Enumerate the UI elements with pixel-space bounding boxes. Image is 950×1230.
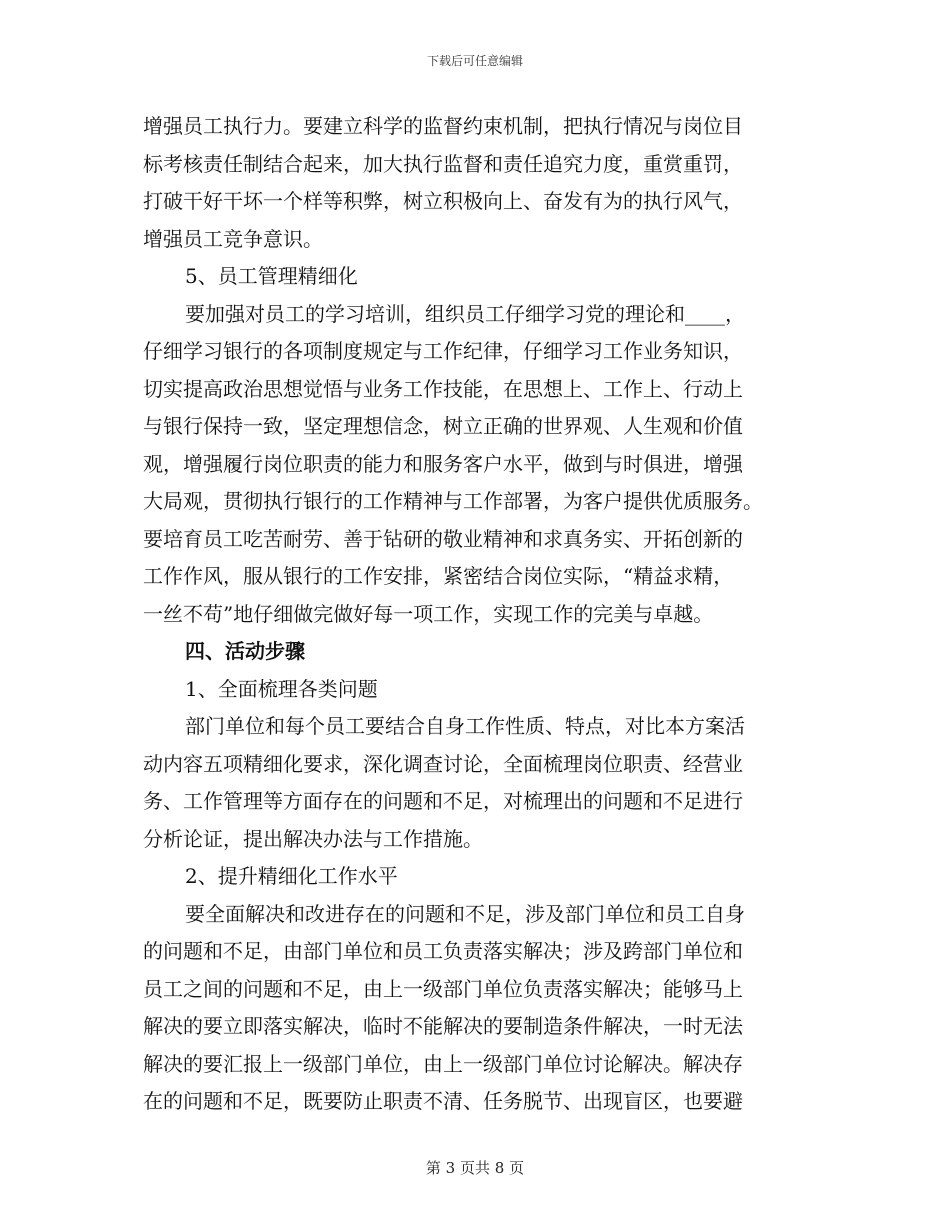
- text-line: 增强员工竞争意识。: [143, 226, 323, 251]
- text-line: 的问题和不足，由部门单位和员工负责落实解决；涉及跨部门单位和: [143, 939, 743, 963]
- text-line: 分析论证，提出解决办法与工作措施。: [143, 826, 483, 851]
- text-line: 仔细学习银行的各项制度规定与工作纪律，仔细学习工作业务知识，: [143, 339, 743, 363]
- page-header: 下载后可任意编辑: [426, 54, 523, 68]
- text-line: 5、员工管理精细化: [185, 264, 358, 288]
- section-heading: 四、活动步骤: [185, 639, 305, 663]
- text-line: 要培育员工吃苦耐劳、善于钻研的敬业精神和求真务实、开拓创新的: [143, 526, 743, 551]
- text-line: 打破干好干坏一个样等积弊，树立积极向上、奋发有为的执行风气，: [143, 189, 743, 213]
- text-line: 切实提高政治思想觉悟与业务工作技能，在思想上、工作上、行动上: [143, 376, 743, 401]
- text-line: 增强员工执行力。要建立科学的监督约束机制，把执行情况与岗位目: [143, 114, 743, 138]
- text-line: 2、提升精细化工作水平: [185, 864, 398, 888]
- text-line: 与银行保持一致，坚定理想信念，树立正确的世界观、人生观和价值: [143, 414, 743, 438]
- text-line: 动内容五项精细化要求，深化调查讨论，全面梳理岗位职责、经营业: [143, 751, 743, 776]
- text-line: 要加强对员工的学习培训，组织员工仔细学习党的理论和____，: [185, 301, 745, 326]
- text-line: 要全面解决和改进存在的问题和不足，涉及部门单位和员工自身: [185, 901, 745, 926]
- text-line: 在的问题和不足，既要防止职责不清、任务脱节、出现盲区，也要避: [143, 1089, 743, 1113]
- text-line: 观，增强履行岗位职责的能力和服务客户水平，做到与时俱进，增强: [143, 451, 743, 476]
- text-line: 部门单位和每个员工要结合自身工作性质、特点，对比本方案活: [185, 714, 745, 738]
- text-line: 1、全面梳理各类问题: [185, 676, 378, 701]
- body-text: [143, 108, 807, 1121]
- text-line: 一丝不苟”地仔细做完做好每一项工作，实现工作的完美与卓越。: [143, 601, 714, 626]
- text-line: 大局观，贯彻执行银行的工作精神与工作部署，为客户提供优质服务。: [143, 489, 763, 513]
- text-line: 解决的要立即落实解决，临时不能解决的要制造条件解决，一时无法: [143, 1014, 743, 1038]
- text-line: 解决的要汇报上一级部门单位，由上一级部门单位讨论解决。解决存: [143, 1051, 743, 1076]
- text-line: 标考核责任制结合起来，加大执行监督和责任追究力度，重赏重罚，: [143, 151, 743, 176]
- page-footer: 第 3 页共 8 页: [425, 1159, 525, 1177]
- text-line: 工作作风，服从银行的工作安排，紧密结合岗位实际，“精益求精，: [143, 564, 734, 588]
- text-line: 务、工作管理等方面存在的问题和不足，对梳理出的问题和不足进行: [143, 789, 743, 813]
- text-line: 员工之间的问题和不足，由上一级部门单位负责落实解决；能够马上: [143, 976, 743, 1001]
